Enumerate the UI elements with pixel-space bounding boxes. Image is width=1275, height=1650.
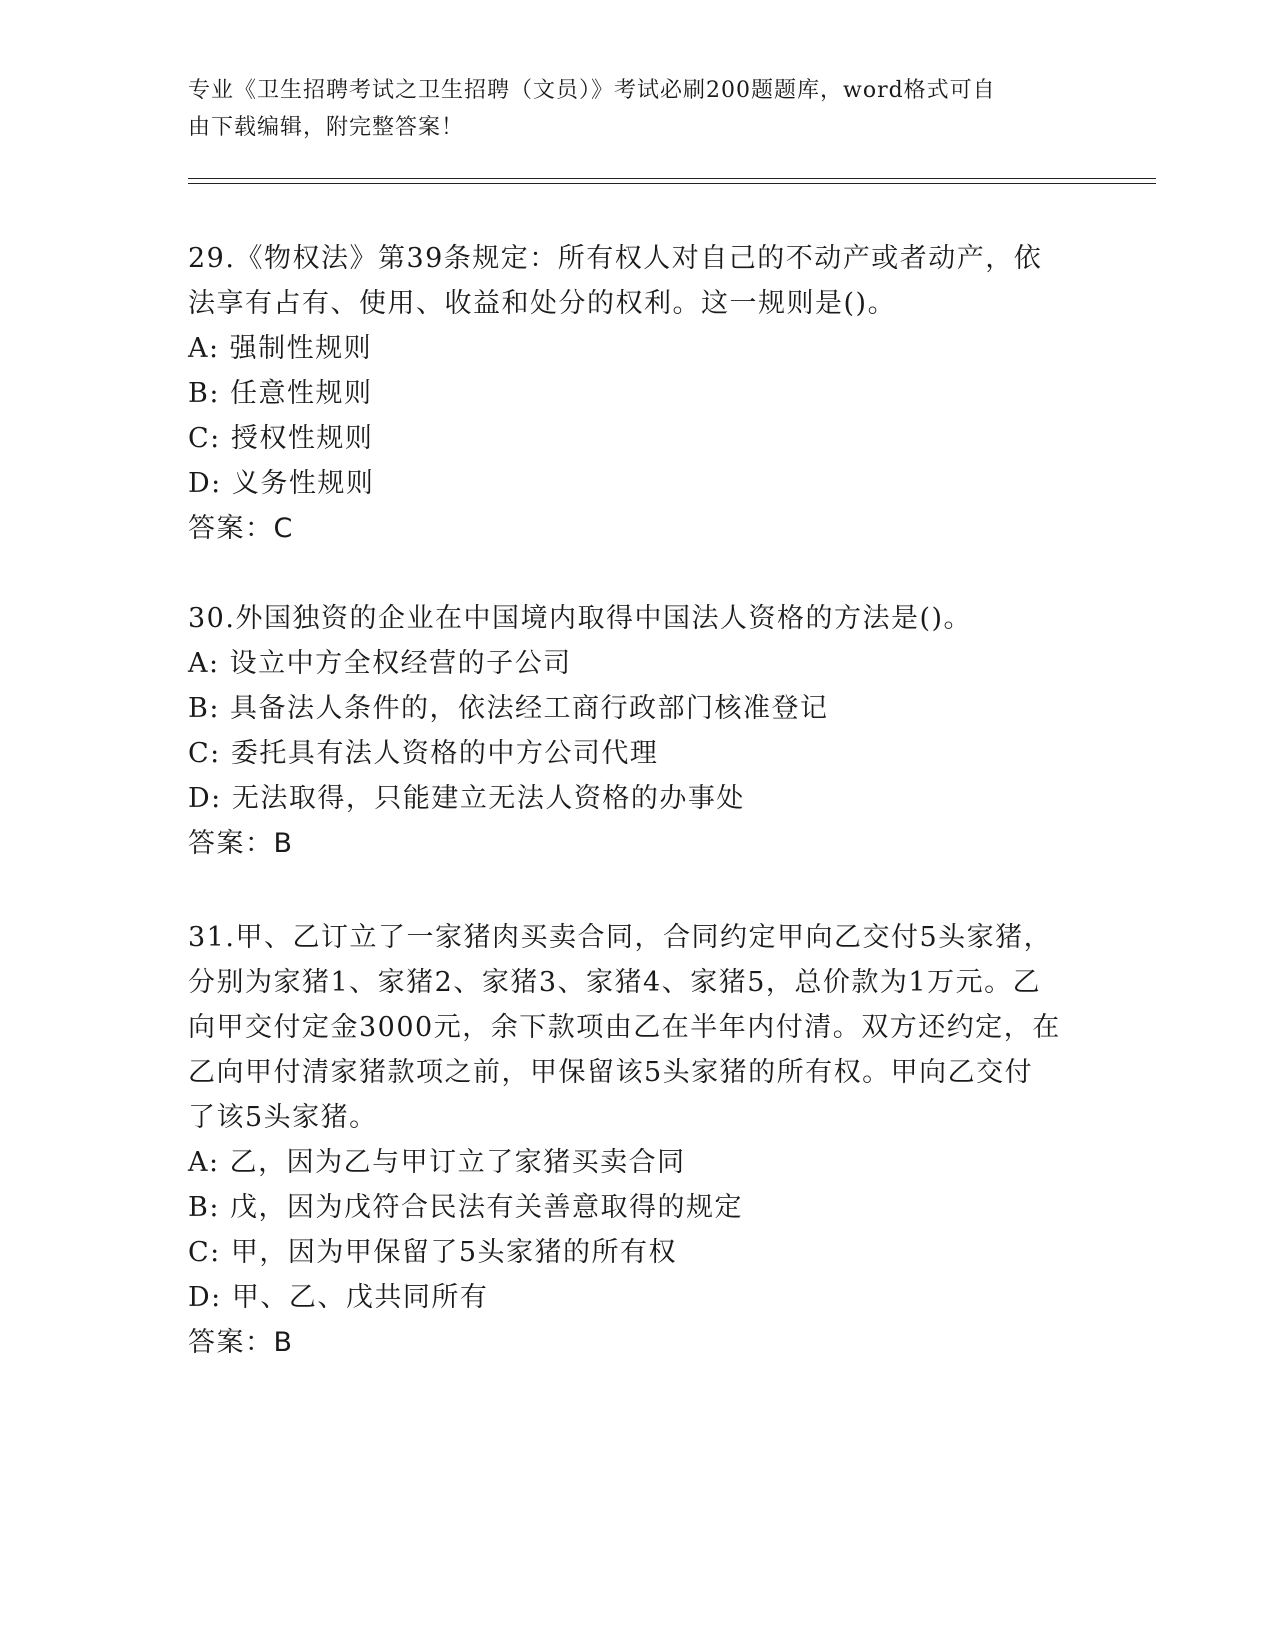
- question-stem-line: 了该5头家猪。: [188, 1102, 378, 1133]
- answer: 答案：C: [188, 513, 294, 544]
- question-stem-line: 乙向甲付清家猪款项之前，甲保留该5头家猪的所有权。甲向乙交付: [188, 1057, 1034, 1088]
- option-c: C: 授权性规则: [188, 423, 374, 454]
- question-30: [188, 596, 1088, 866]
- option-c: C: 委托具有法人资格的中方公司代理: [188, 738, 659, 769]
- option-d: D: 义务性规则: [188, 468, 375, 499]
- question-stem-line: 分别为家猪1、家猪2、家猪3、家猪4、家猪5，总价款为1万元。乙: [188, 967, 1042, 998]
- header-line-1: 专业《卫生招聘考试之卫生招聘（文员）》考试必刷200题题库，word格式可自: [188, 78, 996, 103]
- option-d: D: 无法取得，只能建立无法人资格的办事处: [188, 783, 745, 814]
- document-header: [188, 72, 1088, 146]
- option-d: D: 甲、乙、戊共同所有: [188, 1282, 489, 1313]
- question-stem-line: 法享有占有、使用、收益和处分的权利。这一规则是()。: [188, 288, 897, 319]
- question-stem-line: 29.《物权法》第39条规定：所有权人对自己的不动产或者动产，依: [188, 243, 1043, 274]
- option-a: A: 强制性规则: [188, 333, 373, 364]
- header-line-2: 由下载编辑，附完整答案！: [188, 115, 465, 140]
- option-a: A: 设立中方全权经营的子公司: [188, 648, 572, 679]
- header-divider-top: [188, 178, 1156, 179]
- answer: 答案：B: [188, 828, 294, 859]
- option-b: B: 戊，因为戊符合民法有关善意取得的规定: [188, 1192, 744, 1223]
- option-a: A: 乙，因为乙与甲订立了家猪买卖合同: [188, 1147, 686, 1178]
- question-29: [188, 236, 1088, 551]
- option-b: B: 任意性规则: [188, 378, 373, 409]
- answer: 答案：B: [188, 1327, 294, 1358]
- question-stem-line: 向甲交付定金3000元，余下款项由乙在半年内付清。双方还约定，在: [188, 1012, 1061, 1043]
- question-stem-line: 30.外国独资的企业在中国境内取得中国法人资格的方法是()。: [188, 603, 973, 634]
- header-divider-bottom: [188, 183, 1156, 184]
- question-31: [188, 915, 1088, 1365]
- option-c: C: 甲，因为甲保留了5头家猪的所有权: [188, 1237, 678, 1268]
- option-b: B: 具备法人条件的，依法经工商行政部门核准登记: [188, 693, 829, 724]
- question-stem-line: 31.甲、乙订立了一家猪肉买卖合同，合同约定甲向乙交付5头家猪，: [188, 922, 1053, 953]
